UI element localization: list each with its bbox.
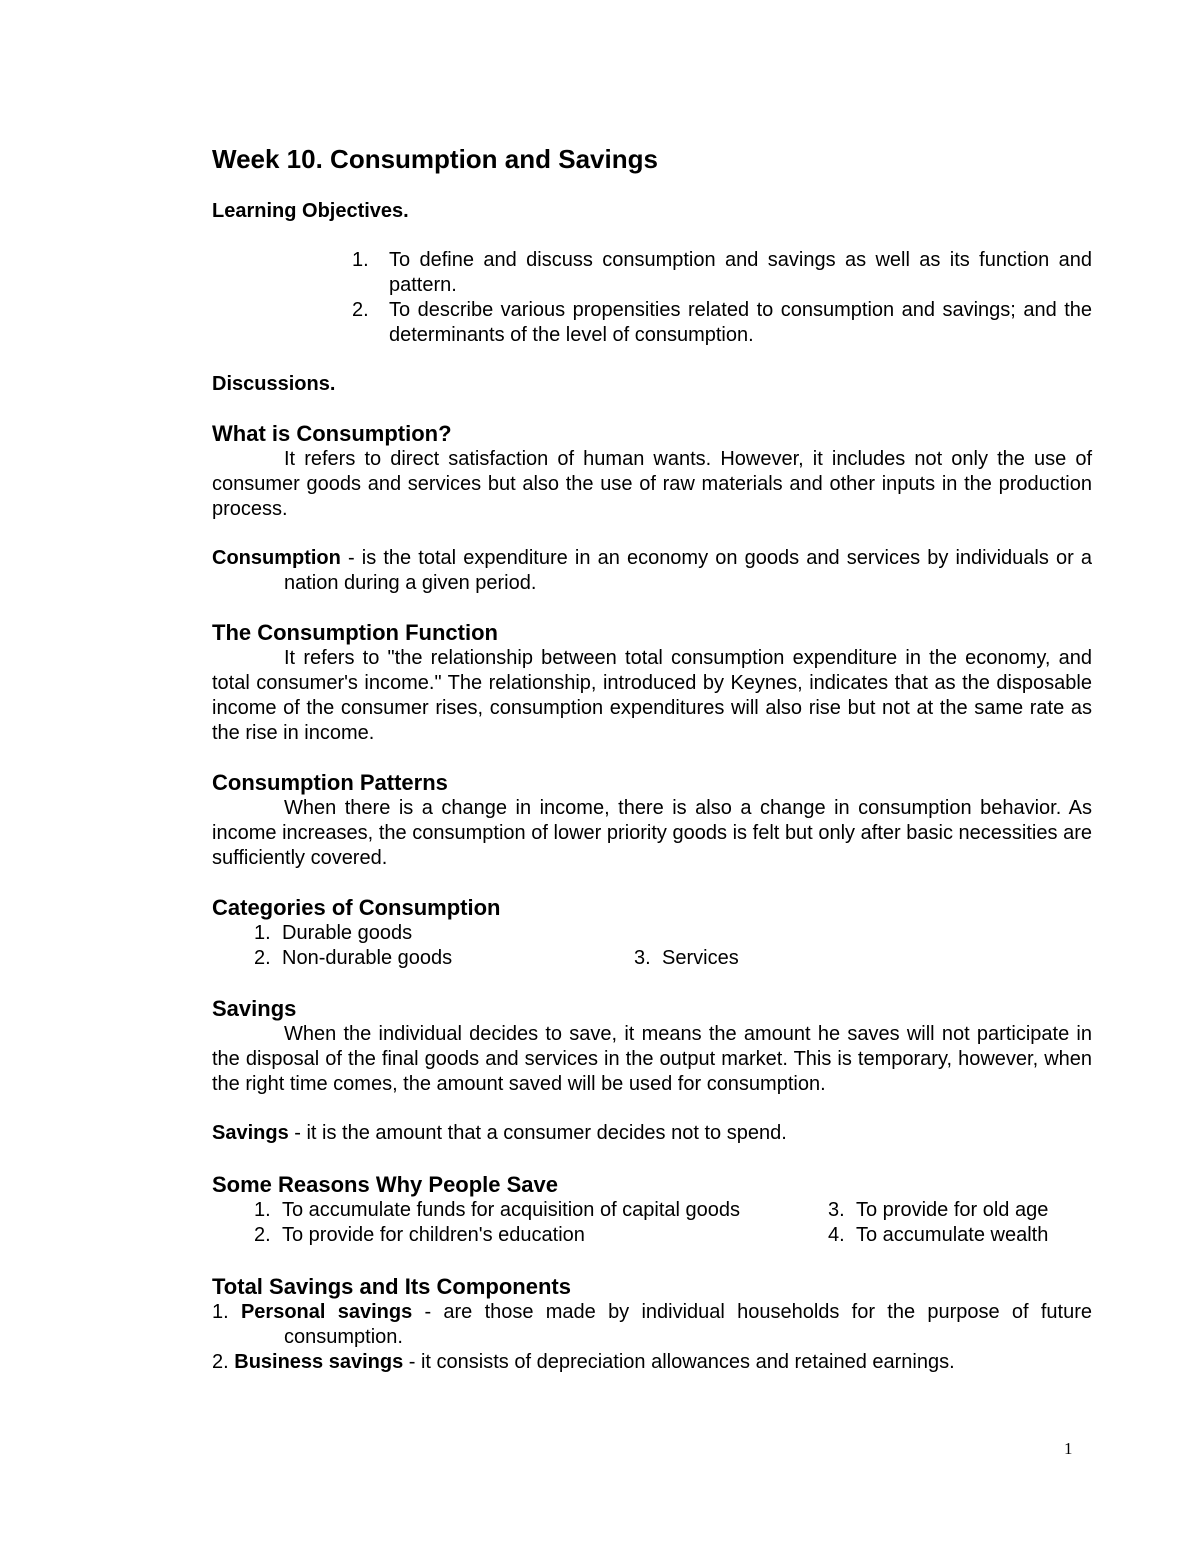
list-item-text: Non-durable goods — [282, 947, 453, 969]
learning-objectives-heading: Learning Objectives. — [212, 200, 409, 222]
page-content — [212, 143, 1092, 1375]
section-body: When there is a change in income, there is also a change in consumption behavior. As income increases, the consumption of lower priority goods is felt but only after basic necessities are sufficiently covered. — [212, 797, 1092, 869]
list-number: 2. — [352, 299, 369, 321]
list-item — [212, 1300, 1092, 1350]
list-item — [212, 1350, 1092, 1375]
categories-list — [212, 921, 1092, 971]
definition-text: - is the total expenditure in an economy on goods and services by individuals or a nation during a given period. — [284, 547, 1092, 594]
list-number: 2. — [254, 947, 271, 969]
list-item-text: Services — [662, 947, 739, 969]
definition-paragraph — [212, 1121, 1092, 1146]
list-item — [254, 946, 634, 971]
list-number: 3. — [828, 1199, 845, 1221]
definition-term: Savings — [212, 1122, 289, 1144]
list-number: 1. — [212, 1301, 229, 1323]
definition-term: Consumption — [212, 547, 341, 569]
list-number: 1. — [254, 922, 271, 944]
objectives-list — [212, 248, 1092, 348]
list-item — [254, 1198, 828, 1223]
list-number: 2. — [254, 1224, 271, 1246]
list-number: 1. — [352, 249, 369, 271]
definition-paragraph — [212, 546, 1092, 596]
list-item-text: To accumulate wealth — [856, 1224, 1049, 1246]
section-body: When the individual decides to save, it means the amount he saves will not participate in the disposal of the final goods and services in the output market. This is temporary, however, when the right time comes, the amount saved will be used for consumption. — [212, 1023, 1092, 1095]
section-heading: Total Savings and Its Components — [212, 1274, 571, 1299]
list-row — [254, 946, 1092, 971]
definition-term: Business savings — [234, 1351, 404, 1373]
list-item-text: To provide for children's education — [282, 1224, 585, 1246]
discussions-heading: Discussions. — [212, 373, 336, 395]
section-body: It refers to "the relationship between total consumption expenditure in the economy, and total consumer's income." The relationship, introduced by Keynes, indicates that as the disposable income of the consumer rises, consumption expenditures will also rise but not at the same rate as the rise in income. — [212, 647, 1092, 744]
list-number: 3. — [634, 947, 651, 969]
section-heading: Savings — [212, 996, 297, 1021]
section-heading: Categories of Consumption — [212, 895, 501, 920]
page-number: 1 — [1064, 1439, 1073, 1458]
list-item — [212, 248, 1092, 298]
list-row — [254, 1223, 1092, 1248]
list-item-text: To define and discuss consumption and savings as well as its function and pattern. — [389, 249, 1092, 296]
section-body: It refers to direct satisfaction of human wants. However, it includes not only the use of consumer goods and services but also the use of raw materials and other inputs in the production process. — [212, 448, 1092, 520]
list-row — [254, 1198, 1092, 1223]
list-number: 2. — [212, 1351, 229, 1373]
reasons-list — [212, 1198, 1092, 1248]
list-item-text: To provide for old age — [856, 1199, 1049, 1221]
section-heading: Consumption Patterns — [212, 770, 448, 795]
section-heading: Some Reasons Why People Save — [212, 1172, 559, 1197]
definition-text: - it is the amount that a consumer decides not to spend. — [288, 1122, 787, 1144]
definition-term: Personal savings — [240, 1301, 413, 1323]
list-item — [828, 1223, 1048, 1248]
list-item — [634, 946, 739, 971]
list-item-text: To accumulate funds for acquisition of capital goods — [282, 1199, 741, 1221]
list-item — [254, 1223, 828, 1248]
page-title: Week 10. Consumption and Savings — [212, 144, 658, 174]
section-heading: The Consumption Function — [212, 620, 498, 645]
definition-text: - it consists of depreciation allowances and retained earnings. — [403, 1351, 955, 1373]
list-number: 1. — [254, 1199, 271, 1221]
list-item — [212, 298, 1092, 348]
list-item — [828, 1198, 1048, 1223]
list-item-text: Durable goods — [282, 922, 413, 944]
list-item — [254, 921, 1092, 946]
list-number: 4. — [828, 1224, 845, 1246]
definition-text: - are those made by individual households for the purpose of future consumption. — [284, 1301, 1092, 1348]
section-heading: What is Consumption? — [212, 421, 452, 446]
list-item-text: To describe various propensities related to consumption and savings; and the determinants of the level of consumption. — [389, 299, 1092, 346]
